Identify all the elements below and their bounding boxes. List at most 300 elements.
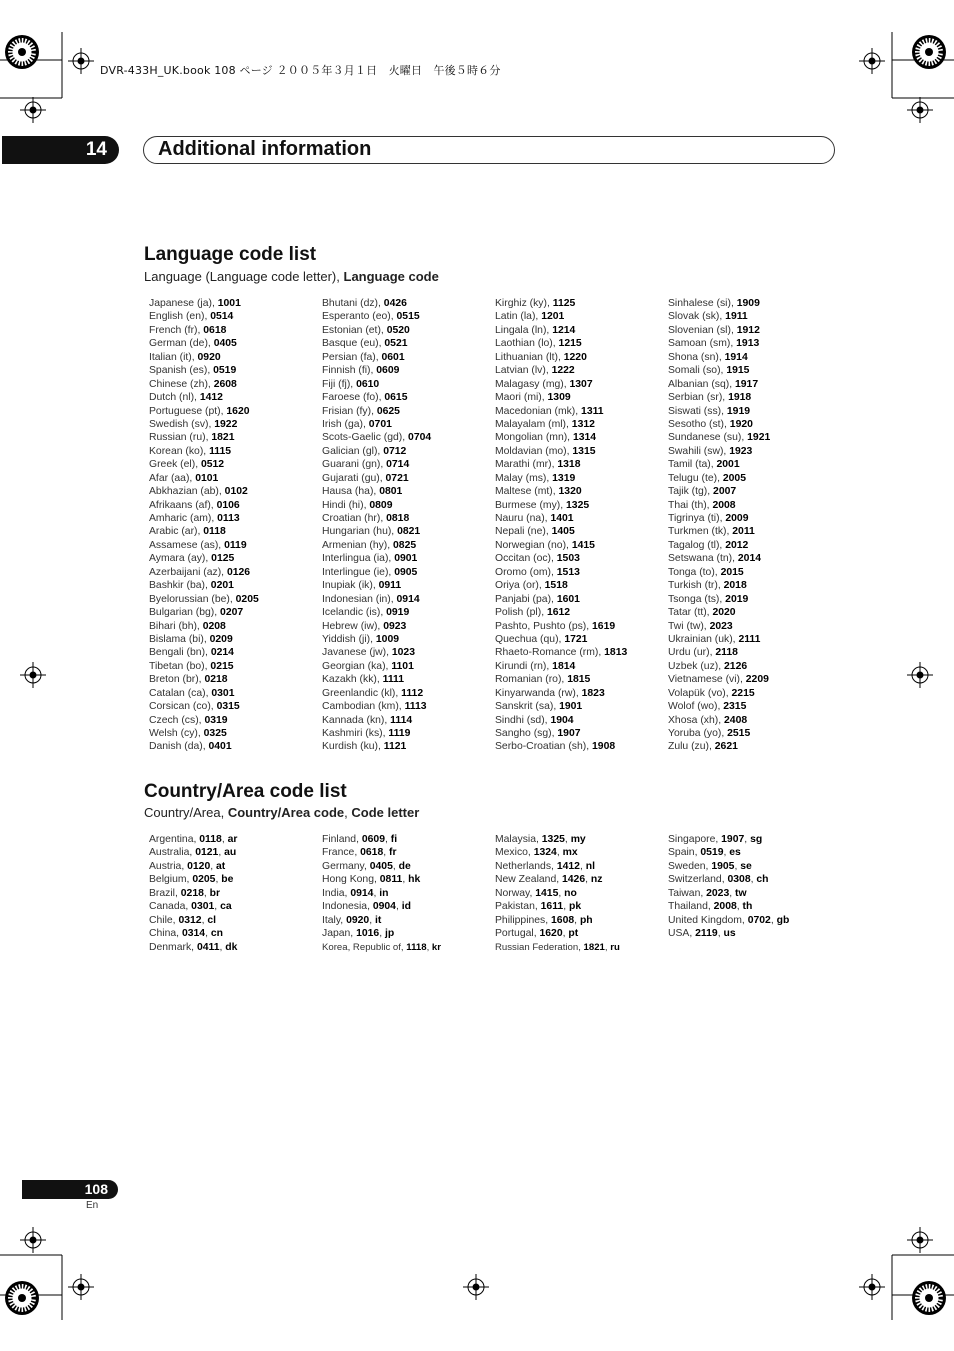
language-section-subtitle — [144, 269, 439, 284]
language-entry — [322, 378, 494, 391]
country-label: Chile, — [149, 914, 179, 926]
language-code: 1325 — [566, 499, 590, 511]
language-entry — [322, 405, 494, 418]
language-code: 1119 — [388, 728, 411, 739]
language-code: 2014 — [737, 553, 762, 565]
country-code: 0308 — [727, 874, 751, 886]
language-code: 1307 — [569, 378, 593, 390]
language-label: Wolof (wo), — [668, 701, 724, 713]
country-code: 1426 — [562, 874, 586, 886]
country-code: 1905 — [711, 860, 735, 872]
language-entry — [668, 740, 840, 753]
language-label: Byelorussian (be), — [149, 593, 236, 605]
language-entry — [668, 378, 840, 391]
country-code: 0120 — [187, 860, 211, 872]
language-code: 0712 — [383, 445, 407, 457]
language-entry — [495, 525, 667, 538]
language-entry — [668, 472, 840, 485]
language-label: Latvian (lv), — [495, 365, 552, 377]
country-code: cn — [210, 928, 223, 940]
country-code: 0914 — [350, 887, 374, 899]
language-code: 1909 — [736, 298, 760, 309]
language-label: Aymara (ay), — [149, 553, 212, 565]
language-label: Welsh (cy), — [149, 728, 204, 739]
language-label: Siswati (ss), — [668, 405, 727, 417]
page-number: 108 — [84, 1181, 108, 1197]
language-entry — [495, 378, 667, 391]
language-label: Amharic (am), — [149, 513, 218, 524]
language-code: 0914 — [396, 593, 420, 605]
language-label: Yiddish (ji), — [322, 633, 376, 645]
language-entry — [149, 687, 321, 700]
language-code: 0911 — [378, 580, 402, 592]
language-entry — [495, 714, 667, 727]
country-code: 2119 — [695, 928, 718, 940]
language-label: Marathi (mr), — [495, 459, 558, 471]
language-label: Irish (ga), — [322, 418, 369, 430]
language-label: Swedish (sv), — [149, 418, 215, 430]
language-entry — [495, 364, 667, 377]
language-entry — [668, 673, 840, 686]
language-label: Dutch (nl), — [149, 392, 200, 404]
country-label: , — [373, 887, 380, 899]
language-label: Chinese (zh), — [149, 378, 214, 390]
language-code: 2019 — [725, 593, 749, 605]
language-code: 1318 — [557, 459, 581, 471]
country-entry — [495, 941, 667, 954]
country-label: , — [219, 941, 226, 953]
country-label: United Kingdom, — [668, 914, 748, 926]
language-label: English (en), — [149, 311, 211, 323]
country-label: , — [736, 901, 743, 913]
language-label: Hungarian (hu), — [322, 526, 398, 538]
language-code: 1222 — [551, 365, 575, 377]
language-entry — [149, 485, 321, 498]
language-code: 1101 — [391, 660, 414, 672]
country-code: gb — [776, 914, 790, 926]
country-label: , — [214, 901, 221, 913]
language-entry — [668, 391, 840, 404]
language-entry — [668, 351, 840, 364]
language-code: 1815 — [567, 674, 591, 686]
country-code: de — [398, 860, 411, 872]
language-label: Turkmen (tk), — [668, 526, 733, 538]
language-entry — [495, 646, 667, 659]
country-label: Mexico, — [495, 847, 534, 859]
language-label: Russian (ru), — [149, 432, 212, 444]
country-code: tw — [735, 887, 747, 899]
language-label: Sinhalese (si), — [668, 298, 737, 309]
country-label: Austria, — [149, 860, 188, 872]
language-entry — [322, 740, 494, 753]
language-label: Serbo-Croatian (sh), — [495, 741, 593, 753]
country-entry — [322, 860, 494, 873]
country-code: 1608 — [551, 914, 575, 926]
language-label: Tsonga (ts), — [668, 593, 726, 605]
country-code: ar — [227, 834, 238, 845]
country-code: th — [742, 901, 753, 913]
language-code: 1401 — [550, 513, 574, 524]
language-label: Macedonian (mk), — [495, 405, 582, 417]
country-entry — [149, 927, 321, 940]
language-entry — [668, 552, 840, 565]
country-code: kr — [431, 941, 441, 953]
country-label: , — [563, 901, 569, 913]
language-label: Urdu (ur), — [668, 647, 716, 659]
language-code: 1921 — [747, 432, 771, 444]
language-entry — [495, 673, 667, 686]
language-code: 0920 — [197, 351, 221, 363]
language-code: 1813 — [604, 647, 628, 659]
language-entry — [322, 646, 494, 659]
country-label: , — [221, 834, 228, 845]
country-code: 1821 — [583, 941, 605, 953]
language-code: 1112 — [401, 687, 424, 699]
country-label: Denmark, — [149, 941, 197, 953]
country-label: , — [574, 914, 580, 926]
country-code: my — [570, 834, 586, 845]
country-label: Pakistan, — [495, 901, 541, 913]
country-label: Canada, — [149, 901, 192, 913]
country-label: , — [562, 928, 569, 940]
language-label: Lithuanian (lt), — [495, 351, 564, 363]
language-code: 0101 — [195, 472, 219, 484]
language-entry — [322, 418, 494, 431]
language-label: Breton (br), — [149, 674, 205, 686]
language-entry — [495, 351, 667, 364]
country-code: nl — [585, 860, 595, 872]
country-label: , — [579, 860, 586, 872]
country-code: 1325 — [541, 834, 565, 845]
language-code: 0106 — [216, 499, 240, 511]
language-code: 1312 — [571, 418, 595, 430]
language-code: 2118 — [715, 647, 738, 659]
language-code: 0919 — [386, 607, 410, 619]
country-label: , — [723, 847, 730, 859]
country-entry — [495, 860, 667, 873]
language-label: Scots-Gaelic (gd), — [322, 432, 409, 444]
language-entry — [149, 337, 321, 350]
language-label: Italian (it), — [149, 351, 198, 363]
language-code: 1309 — [547, 392, 571, 404]
language-code: 1912 — [736, 324, 760, 336]
language-label: Panjabi (pa), — [495, 593, 557, 605]
language-label: Norwegian (no), — [495, 539, 572, 551]
country-code: 1620 — [539, 928, 563, 940]
language-label: Slovak (sk), — [668, 311, 726, 323]
language-label: French (fr), — [149, 324, 204, 336]
language-entry — [149, 673, 321, 686]
language-code: 0809 — [369, 499, 393, 511]
language-label: Gujarati (gu), — [322, 472, 386, 484]
language-entry — [495, 458, 667, 471]
language-entry — [149, 458, 321, 471]
country-label: France, — [322, 847, 361, 859]
country-label: , — [564, 834, 571, 845]
language-label: Kannada (kn), — [322, 714, 391, 726]
language-entry — [495, 485, 667, 498]
language-entry — [495, 310, 667, 323]
language-label: Sindhi (sd), — [495, 714, 551, 726]
country-label: Sweden, — [668, 860, 712, 872]
language-label: Tajik (tg), — [668, 486, 714, 498]
country-label: , — [384, 834, 391, 845]
country-code: 0811 — [379, 874, 403, 886]
language-code: 0519 — [213, 365, 237, 377]
language-code: 2209 — [745, 674, 769, 686]
language-label: Malayalam (ml), — [495, 418, 572, 430]
language-entry — [322, 593, 494, 606]
country-label: New Zealand, — [495, 874, 562, 886]
language-code: 0301 — [211, 687, 235, 699]
language-entry — [322, 633, 494, 646]
language-code: 1619 — [592, 620, 616, 632]
language-entry — [495, 566, 667, 579]
country-label: Singapore, — [668, 834, 722, 845]
language-label: Tamil (ta), — [668, 459, 717, 471]
country-label: , — [734, 860, 741, 872]
language-label: Danish (da), — [149, 741, 209, 753]
country-code: 0405 — [369, 860, 393, 872]
country-label: Korea, Republic of, — [322, 941, 407, 953]
language-code: 0118 — [203, 526, 226, 538]
language-entry — [668, 539, 840, 552]
language-label: Uzbek (uz), — [668, 660, 725, 672]
language-label: Cambodian (km), — [322, 701, 405, 713]
language-code: 2408 — [724, 714, 748, 726]
language-entry — [668, 579, 840, 592]
country-code: 1118 — [406, 941, 427, 953]
language-code: 0801 — [379, 486, 403, 498]
language-label: Persian (fa), — [322, 351, 382, 363]
language-label: Thai (th), — [668, 499, 713, 511]
language-label: Hebrew (iw), — [322, 620, 384, 632]
language-label: Albanian (sq), — [668, 378, 735, 390]
language-label: Telugu (te), — [668, 472, 723, 484]
language-code: 1315 — [572, 445, 596, 457]
language-code: 0119 — [224, 539, 247, 551]
language-entry — [322, 673, 494, 686]
chapter-title-bar — [143, 136, 835, 164]
language-code: 0905 — [394, 566, 418, 578]
language-entry — [668, 310, 840, 323]
language-label: Corsican (co), — [149, 701, 217, 713]
language-code: 1518 — [544, 580, 568, 592]
language-entry — [149, 445, 321, 458]
country-code: ch — [756, 874, 769, 886]
language-entry — [495, 593, 667, 606]
language-entry — [322, 579, 494, 592]
language-entry — [668, 418, 840, 431]
country-label: Thailand, — [668, 901, 714, 913]
language-code: 1922 — [214, 418, 238, 430]
language-entry — [149, 472, 321, 485]
language-subtitle-plain: Language (Language code letter), — [144, 269, 344, 284]
country-entry — [322, 927, 494, 940]
language-code: 1907 — [557, 728, 581, 739]
country-code: fr — [389, 847, 397, 859]
language-entry — [322, 445, 494, 458]
language-entry — [495, 727, 667, 740]
country-code: no — [564, 887, 577, 899]
language-label: Sundanese (su), — [668, 432, 748, 444]
language-entry — [149, 405, 321, 418]
language-entry — [495, 512, 667, 525]
language-code: 0325 — [203, 728, 227, 739]
chapter-badge — [2, 136, 119, 164]
language-code: 2111 — [738, 633, 761, 645]
language-column — [668, 297, 840, 754]
language-entry — [495, 687, 667, 700]
country-code: 1907 — [721, 834, 745, 845]
language-entry — [495, 700, 667, 713]
country-label: Japan, — [322, 928, 357, 940]
country-code: 2023 — [706, 887, 730, 899]
language-label: Romanian (ro), — [495, 674, 568, 686]
country-label: India, — [322, 887, 351, 899]
country-column — [149, 833, 321, 954]
language-entry — [322, 606, 494, 619]
country-subtitle-bold-2: Code letter — [351, 805, 420, 820]
country-label: Portugal, — [495, 928, 540, 940]
language-code: 0520 — [386, 324, 410, 336]
language-code: 1923 — [729, 445, 753, 457]
language-code: 2011 — [732, 526, 755, 538]
language-entry — [495, 405, 667, 418]
language-code: 0126 — [226, 566, 251, 578]
language-code: 1009 — [375, 633, 400, 645]
language-code: 1214 — [552, 324, 576, 336]
language-code: 0701 — [368, 418, 392, 430]
language-code: 0426 — [383, 298, 407, 309]
language-label: Zulu (zu), — [668, 741, 715, 753]
language-code: 0714 — [386, 459, 410, 471]
language-entry — [668, 700, 840, 713]
language-code: 1125 — [552, 298, 576, 309]
language-entry — [322, 337, 494, 350]
language-entry — [149, 525, 321, 538]
language-entry — [322, 714, 494, 727]
language-code: 0315 — [216, 701, 240, 713]
language-entry — [668, 431, 840, 444]
language-entry — [495, 391, 667, 404]
country-label: Philippines, — [495, 914, 552, 926]
country-section-title: Country/Area code list — [144, 781, 347, 802]
language-code: 1915 — [726, 365, 750, 377]
language-code: 1319 — [552, 472, 576, 484]
language-label: Hindi (hi), — [322, 499, 370, 511]
language-entry — [322, 297, 494, 310]
language-label: Twi (tw), — [668, 620, 710, 632]
country-column — [495, 833, 667, 954]
country-label: , — [729, 887, 736, 899]
language-entry — [322, 472, 494, 485]
country-label: , — [383, 847, 390, 859]
language-code: 2018 — [723, 580, 747, 592]
country-code: 0218 — [180, 887, 204, 899]
language-entry — [495, 445, 667, 458]
country-label: , — [201, 914, 208, 926]
country-column — [322, 833, 494, 954]
language-label: Assamese (as), — [149, 539, 225, 551]
language-code: 2515 — [727, 728, 751, 739]
chapter-title: Additional information — [158, 138, 372, 160]
language-label: Maltese (mt), — [495, 486, 559, 498]
language-entry — [495, 337, 667, 350]
language-entry — [668, 687, 840, 700]
language-code: 1320 — [558, 486, 582, 498]
language-label: Xhosa (xh), — [668, 714, 725, 726]
language-label: Shona (sn), — [668, 351, 725, 363]
language-code: 1620 — [226, 405, 250, 417]
country-subtitle-sep: , — [344, 805, 352, 820]
country-label: , — [205, 928, 211, 940]
language-code: 2009 — [725, 513, 749, 524]
language-entry — [668, 297, 840, 310]
language-label: Nauru (na), — [495, 513, 551, 524]
country-label: Taiwan, — [668, 887, 707, 899]
language-label: Japanese (ja), — [149, 298, 218, 309]
country-entry — [322, 914, 494, 927]
country-code: us — [723, 928, 736, 940]
language-code: 0515 — [396, 311, 420, 323]
country-code: id — [401, 901, 411, 913]
language-label: Laothian (lo), — [495, 338, 559, 350]
language-label: Bengali (bn), — [149, 647, 211, 659]
country-label: , — [604, 941, 611, 953]
language-code: 2001 — [716, 459, 740, 471]
language-label: Tibetan (bo), — [149, 660, 211, 672]
language-entry — [495, 499, 667, 512]
language-entry — [149, 740, 321, 753]
language-entry — [495, 324, 667, 337]
language-entry — [322, 458, 494, 471]
language-code: 2008 — [712, 499, 736, 511]
language-entry — [149, 310, 321, 323]
page-language: En — [86, 1200, 99, 1211]
country-section-subtitle — [144, 805, 419, 820]
language-code: 2012 — [725, 539, 749, 551]
country-label: Brazil, — [149, 887, 181, 899]
language-label: Setswana (tn), — [668, 553, 738, 565]
country-code: 1324 — [533, 847, 557, 859]
country-label: , — [369, 914, 375, 926]
language-code: 0923 — [383, 620, 407, 632]
country-label: Australia, — [149, 847, 196, 859]
language-code: 2215 — [731, 687, 755, 699]
language-label: Interlingue (ie), — [322, 566, 395, 578]
language-label: Bihari (bh), — [149, 620, 203, 632]
language-entry — [322, 700, 494, 713]
language-label: Yoruba (yo), — [668, 728, 728, 739]
language-subtitle-bold: Language code — [343, 269, 439, 284]
language-label: Estonian (et), — [322, 324, 387, 336]
language-label: Inupiak (ik), — [322, 580, 379, 592]
page-number-badge — [22, 1180, 118, 1199]
language-label: Bashkir (ba), — [149, 580, 211, 592]
language-code: 1114 — [390, 714, 413, 726]
language-entry — [322, 485, 494, 498]
country-entry — [149, 914, 321, 927]
language-code: 1601 — [556, 593, 580, 605]
language-label: Turkish (tr), — [668, 580, 724, 592]
language-label: Armenian (hy), — [322, 539, 394, 551]
country-code: 1016 — [356, 928, 380, 940]
language-code: 0207 — [220, 607, 244, 619]
country-entry — [495, 900, 667, 913]
country-code: cl — [207, 914, 217, 926]
country-code: br — [209, 887, 221, 899]
